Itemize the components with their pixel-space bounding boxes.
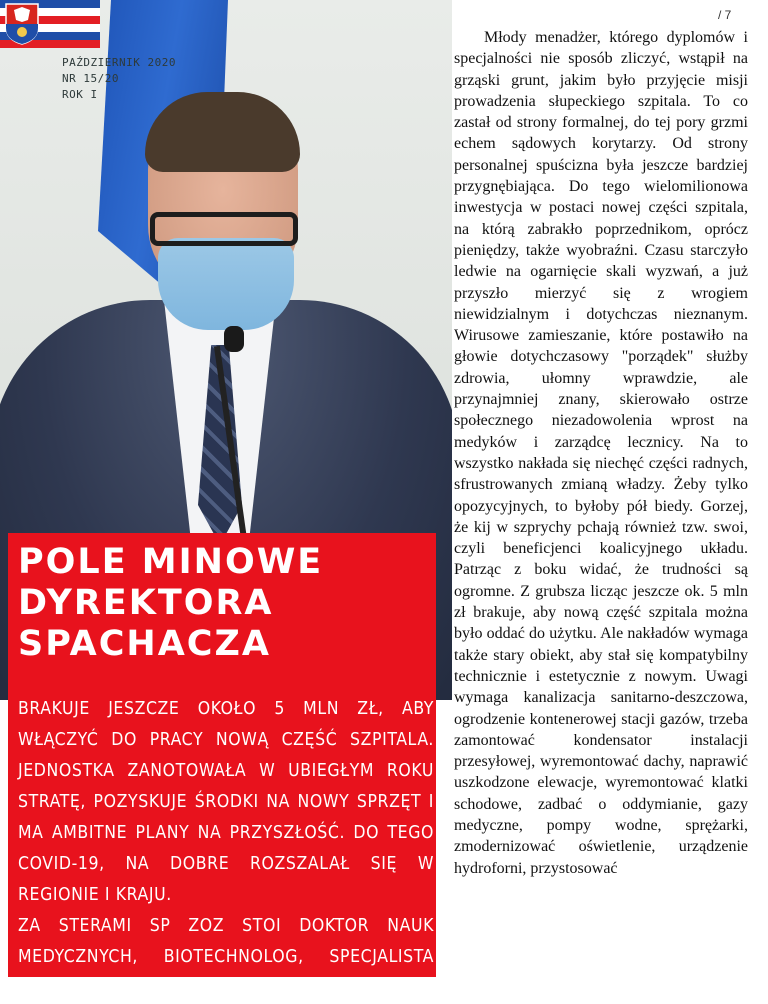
- article-lead: [18, 694, 434, 1004]
- hair: [145, 92, 300, 172]
- lead-text: .: [405, 978, 411, 998]
- article-body: [454, 27, 748, 879]
- lead-paragraph: BRAKUJE JESZCZE OKOŁO 5 MLN ZŁ, ABY WŁĄCZYĆ DO PRACY NOWĄ CZĘŚĆ SZPITALA. JEDNOSTKA ZANOTOWAŁA W UBIEGŁYM ROKU STRATĘ, POZYSKUJE ŚRODKI NA NOWY SPRZĘT I MA AMBITNE PLANY NA PRZYSZŁOŚĆ. DO TEGO COVID-19, NA DOBRE ROZSZALAŁ SIĘ W REGIONIE I KRAJU.: [18, 699, 434, 905]
- issue-year: ROK I: [62, 88, 98, 101]
- article-title-line: DYREKTORA: [18, 583, 274, 623]
- lead-text: ZA STERAMI SP ZOZ STOI DOKTOR NAUK MEDYCZNYCH, BIOTECHNOLOG, SPECJALISTA ZDROWIA PUBLICZNEGO -: [18, 916, 434, 998]
- face-mask: [158, 238, 294, 330]
- article-title-line: POLE MINOWE: [18, 542, 324, 582]
- issue-info: [62, 55, 176, 103]
- issue-number: NR 15/20: [62, 72, 119, 85]
- glasses: [150, 212, 298, 246]
- coat-of-arms-icon: [2, 2, 42, 46]
- article-title: [18, 542, 418, 665]
- lead-paragraph: [18, 911, 434, 1004]
- article-title-line: SPACHACZA: [18, 624, 271, 664]
- author-name: RAFAŁ SPACHACZ: [242, 978, 405, 998]
- page-number: / 7: [718, 8, 732, 22]
- microphone-icon: [224, 326, 244, 352]
- body-paragraph: Młody menadżer, którego dyplomów i specjalności nie sposób zliczyć, wstąpił na grząski grunt, jakim było przyjęcie misji prowadzenia słupeckiego szpitala. To co zastał od strony formalnej, do tej pory grzmi echem sądowych korytarzy. Od strony personalnej spuścizna była jeszcze bardziej przygnębiająca. Do tego wielomilionowa inwestycja w postaci nowej części szpitala, na którą zabrakło poprzednikom, oprócz pieniędzy, także wyobraźni. Czasu starczyło ledwie na ogarnięcie skali wyzwań, a już przyszło mierzyć się z wrogiem niewidzialnym i dotychczas nieznanym. Wirusowe zamieszanie, które postawiło na głowie dotychczasowy "porządek" służby zdrowia, ułomny wprawdzie, ale przynajmniej znany, skierowało ostrze społecznego niezadowolenia wprost na medyków i zarządcę lecznicy. Na to wszystko nakłada się niechęć części radnych, sfrustrowanych zmianą władzy. Żeby tylko opozycyjnych, to byłoby pół biedy. Gorzej, że kij w szprychy pchają również tzw. swoi, czyli beneficjenci koalicyjnego układu. Patrząc z boku widać, że trudności są ogromne. Z grubsza licząc jeszcze ok. 5 mln zł brakuje, aby nową część szpitala można było oddać do użytku. Ale nakładów wymaga także stary obiekt, aby stał się kompatybilny technicznie i estetycznie z nowym. Uwagi wymaga kanalizacja sanitarno-deszczowa, ogrodzenie kontenerowej stacji gazów, trzeba zamontować kondensator instalacji przesyłowej, wyremontować dachy, naprawić uszkodzone elewacje, wyremontować klatki schodowe, zadbać o oddymianie, gazy medyczne, pompy wodne, sprężarki, zmodernizować oświetlenie, urządzenie hydroforni, przystosować: [454, 29, 748, 877]
- issue-date: PAŹDZIERNIK 2020: [62, 56, 176, 69]
